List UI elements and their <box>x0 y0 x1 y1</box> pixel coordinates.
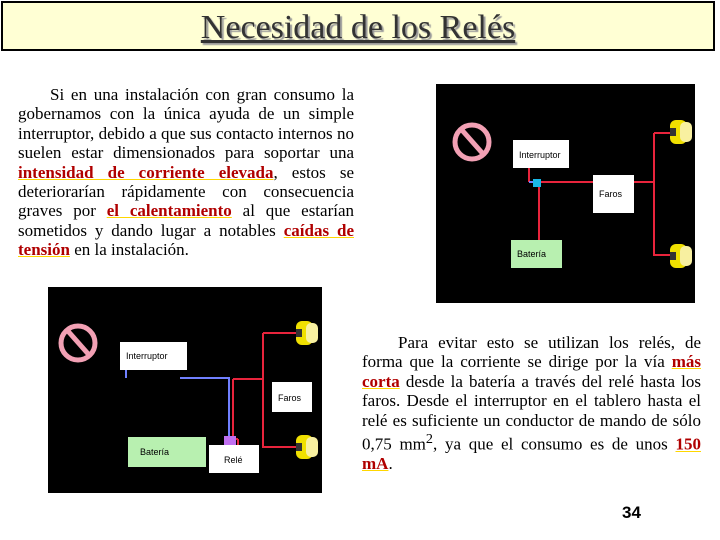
interruptor-label: Interruptor <box>126 351 168 361</box>
bateria-label: Batería <box>140 447 170 457</box>
relay-text-4: . <box>388 454 393 474</box>
prohibited-icon <box>455 125 489 159</box>
relay-text-3: , ya que el consumo es de unos <box>433 434 676 454</box>
intro-paragraph <box>18 85 354 260</box>
prohibited-icon <box>61 326 95 360</box>
faros-label: Faros <box>599 189 623 199</box>
interruptor-label: Interruptor <box>519 150 561 160</box>
intro-text-1: Si en una instalación con gran consumo la gobernamos con la única ayuda de un simple interruptor, debido a que sus contacto internos no suelen estar dimensionados para soportar una <box>18 85 354 163</box>
rele-label: Relé <box>224 455 243 465</box>
highlight-calentamiento: el calentamiento <box>106 201 232 221</box>
relay-paragraph <box>362 333 701 474</box>
page-number: 34 <box>622 503 641 522</box>
lamp-top-icon <box>670 120 692 144</box>
relay-icon <box>224 436 236 445</box>
circuit-diagram-with-relay <box>48 287 322 493</box>
intro-text-4: en la instalación. <box>69 240 189 260</box>
intro-text-2: , estos se deteriorarían rápidamente con consecuencia graves por <box>18 162 354 221</box>
title-bar <box>1 1 715 51</box>
lamp-bottom-icon <box>296 435 318 459</box>
highlight-150ma: 150 mA <box>362 434 701 474</box>
circuit-diagram-without-relay <box>436 84 695 303</box>
faros-label: Faros <box>278 393 302 403</box>
lamp-top-icon <box>296 321 318 345</box>
lamp-bottom-icon <box>670 244 692 268</box>
highlight-intensidad: intensidad de corriente elevada <box>18 162 274 182</box>
highlight-mas-corta: más corta <box>362 352 701 391</box>
relay-text-1: Para evitar esto se utilizan los relés, de forma que la corriente se dirige por la vía <box>362 333 701 372</box>
intro-text-3: al que estarían sometidos y dando lugar a notables <box>18 201 355 240</box>
highlight-caidas-tension: caídas de tensión <box>18 220 354 260</box>
relay-text-2: desde la batería a través del relé hasta los faros. Desde el interruptor en el tablero hasta el relé es suficiente un conductor de mando de sólo 0,75 mm <box>362 371 701 454</box>
squared-superscript: 2 <box>425 431 433 448</box>
slide-title: Necesidad de los Relés <box>200 9 516 46</box>
bateria-label: Batería <box>517 249 547 259</box>
switch-icon <box>533 179 541 187</box>
